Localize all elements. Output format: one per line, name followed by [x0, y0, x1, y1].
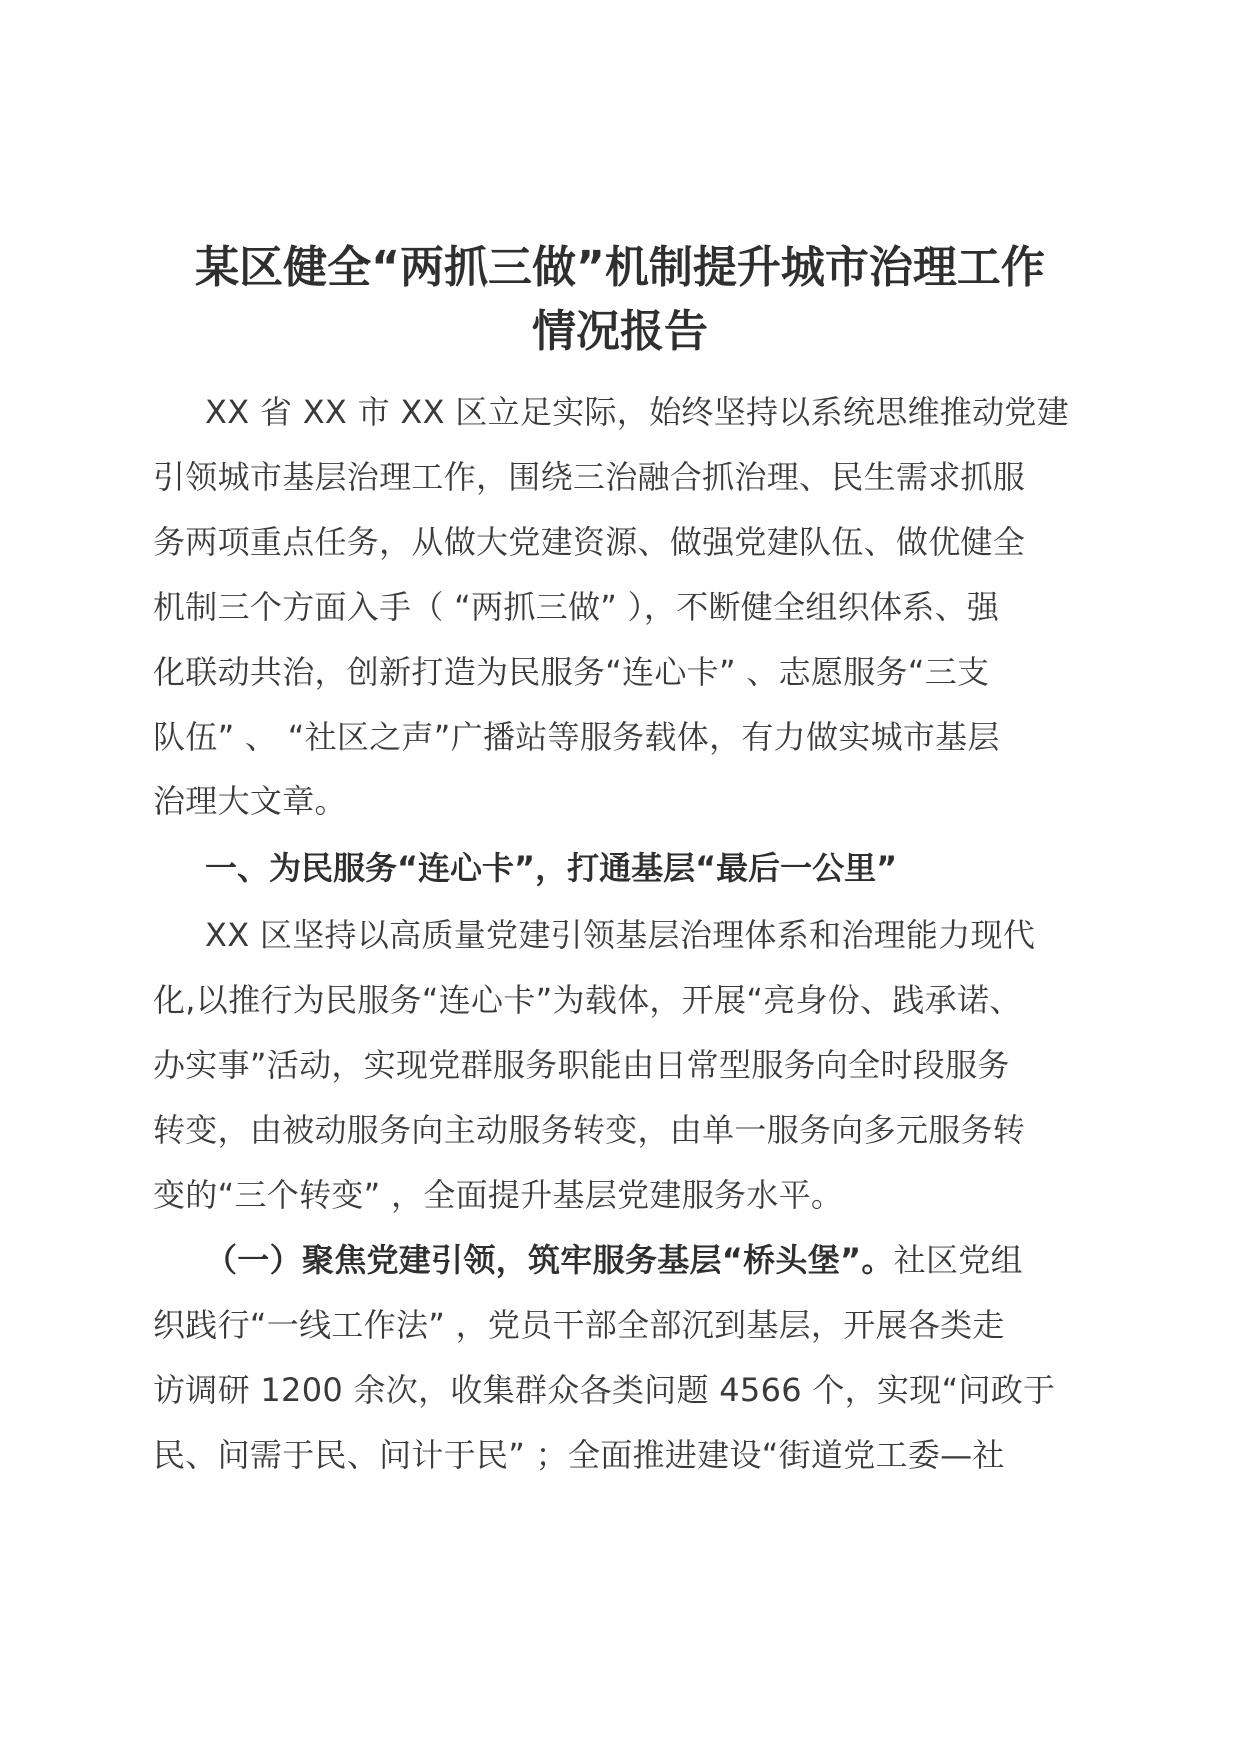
intro-line-7: 治理大文章。 — [153, 782, 347, 821]
section-1-heading — [153, 836, 1093, 900]
intro-line-6: 队伍” 、 “社区之声”广播站等服务载体，有力做实城市基层 — [153, 717, 1000, 756]
intro-line-3: 务两项重点任务，从做大党建资源、做强党建队伍、做优健全 — [153, 522, 1026, 561]
subsection-1-heading: （一）聚焦党建引领，筑牢服务基层“桥头堡”。 — [205, 1241, 894, 1279]
section-1-line-4: 转变，由被动服务向主动服务转变，由单一服务向多元服务转 — [153, 1110, 1026, 1149]
intro-line-5: 化联动共治，创新打造为民服务“连心卡” 、志愿服务“三支 — [153, 652, 990, 691]
section-1-line-5: 变的“三个转变” ，全面提升基层党建服务水平。 — [153, 1175, 844, 1214]
section-1-paragraph — [153, 903, 1093, 1228]
intro-paragraph — [153, 380, 1093, 834]
subsection-1-first-line-rest: 社区党组 — [893, 1241, 1023, 1279]
title-line-2: 情况报告 — [532, 306, 708, 357]
title-line-1: 某区健全“两抓三做”机制提升城市治理工作 — [195, 242, 1045, 293]
intro-line-4: 机制三个方面入手（ “两抓三做” ），不断健全组织体系、强 — [153, 587, 1000, 626]
section-1-line-3: 办实事”活动，实现党群服务职能由日常型服务向全时段服务 — [153, 1045, 1010, 1084]
section-1-heading-text: 一、为民服务“连心卡”，打通基层“最后一公里” — [205, 849, 898, 887]
intro-line-2: 引领城市基层治理工作，围绕三治融合抓治理、民生需求抓服 — [153, 457, 1026, 496]
section-1-line-2: 化,以推行为民服务“连心卡”为载体，开展“亮身份、践承诺、 — [153, 980, 1022, 1019]
intro-line-1: XX 省 XX 市 XX 区立足实际，始终坚持以系统思维推动党建 — [205, 393, 1069, 431]
section-1-line-1: XX 区坚持以高质量党建引领基层治理体系和治理能力现代 — [205, 916, 1036, 954]
document-title — [150, 236, 1090, 364]
subsection-1-line-4: 民、问需于民、问计于民” ；全面推进建设“街道党工委—社 — [153, 1435, 1005, 1474]
subsection-1-paragraph — [153, 1228, 1093, 1488]
subsection-1-line-2: 织践行“一线工作法” ，党员干部全部沉到基层，开展各类走 — [153, 1305, 1005, 1344]
subsection-1-first-line — [153, 1228, 1093, 1293]
subsection-1-line-3: 访调研 1200 余次，收集群众各类问题 4566 个，实现“问政于 — [153, 1370, 1056, 1409]
